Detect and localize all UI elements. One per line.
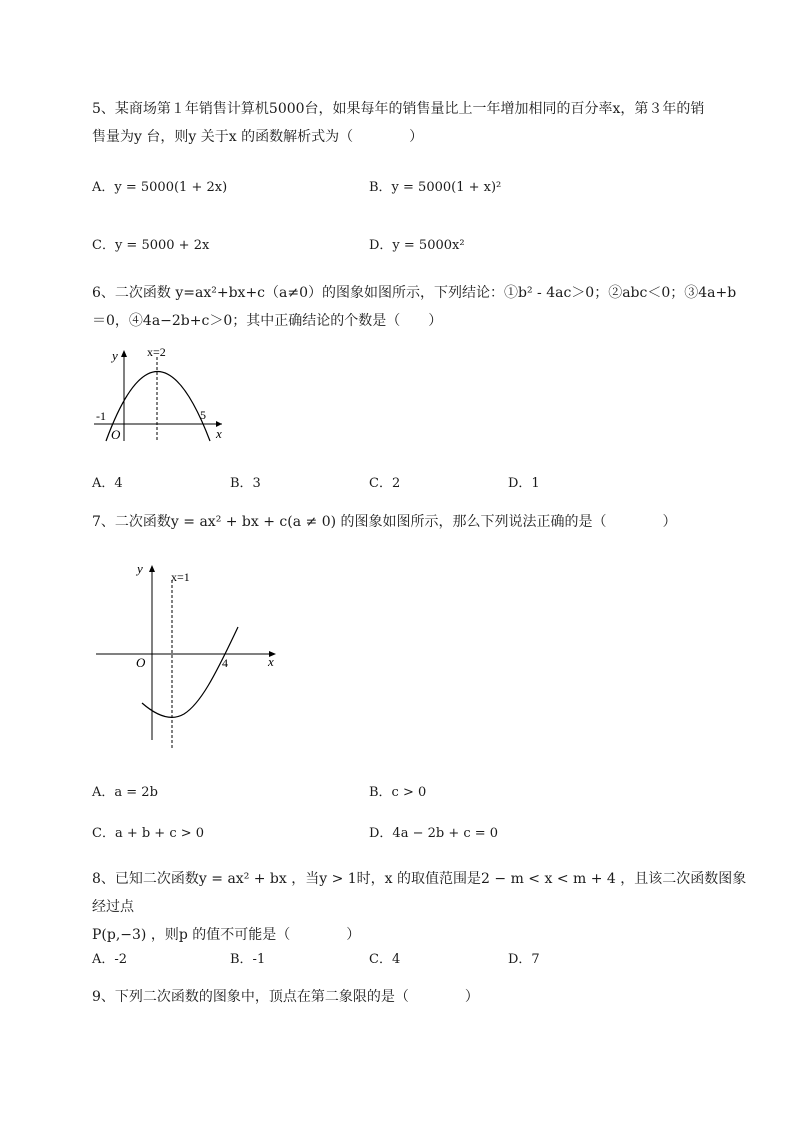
q5-option-d: D．y = 5000x² (369, 238, 465, 253)
q7-option-c: C．a + b + c > 0 (92, 826, 205, 841)
q6-right-root-label: 5 (200, 408, 206, 422)
q6-option-d: D．1 (508, 476, 540, 491)
q7-option-a: A．a = 2b (92, 785, 158, 800)
question-7-line-1: 7、二次函数y = ax² + bx + c(a ≠ 0) 的图象如图所示，那么下列说法正确的是（ ） (92, 514, 677, 530)
q6-option-b: B．3 (230, 476, 261, 491)
question-9 (92, 983, 752, 1011)
q6-y-axis-arrow-icon (121, 350, 127, 357)
q6-left-root-label: -1 (96, 409, 106, 423)
question-7 (92, 508, 752, 536)
q7-parabola-graph (92, 558, 282, 753)
q6-parabola-graph (90, 342, 235, 447)
q7-y-label: y (137, 561, 143, 576)
q6-x-label: x (216, 426, 222, 441)
q8-option-b: B．-1 (230, 952, 266, 967)
q7-option-b: B．c > 0 (369, 785, 427, 800)
question-5-line-2: 售量为y 台，则y 关于x 的函数解析式为（ ） (92, 129, 424, 145)
q7-y-axis-arrow-icon (149, 565, 155, 572)
q6-y-label: y (112, 348, 118, 363)
q8-option-a: A．-2 (92, 952, 128, 967)
question-8-line-2: P(p,−3) ，则p 的值不可能是（ ） (92, 927, 361, 943)
question-5-line-1: 5、某商场第１年销售计算机5000台，如果每年的销售量比上一年增加相同的百分率x，第３年的销 (92, 101, 705, 117)
q6-option-c: C．2 (369, 476, 401, 491)
q7-option-d: D．4a − 2b + c = 0 (369, 826, 499, 841)
question-8-line-1: 8、已知二次函数y = ax² + bx ，当y > 1时，x 的取值范围是2 − m < x < m + 4 ，且该二次函数图象经过点 (92, 871, 747, 915)
q7-origin-label: O (136, 655, 146, 670)
question-6 (92, 279, 752, 335)
question-5 (92, 95, 752, 151)
q6-origin-label: O (111, 427, 121, 442)
q8-option-c: C．4 (369, 952, 401, 967)
q5-option-c: C．y = 5000 + 2x (92, 238, 210, 253)
question-6-line-1: 6、二次函数 y=ax²+bx+c（a≠0）的图象如图所示，下列结论：①b² - 4ac＞0；②abc＜0；③4a+b (92, 285, 737, 301)
q7-axis-label: x=1 (171, 570, 190, 584)
q8-option-d: D．7 (508, 952, 540, 967)
question-8 (92, 865, 752, 949)
q5-option-b: B．y = 5000(1 + x)² (369, 180, 502, 195)
q6-parabola-curve (106, 372, 210, 442)
q5-option-a: A．y = 5000(1 + 2x) (92, 180, 228, 195)
question-6-line-2: ＝0，④4a−2b+c＞0；其中正确结论的个数是（ ） (92, 313, 443, 329)
q6-axis-label: x=2 (147, 345, 166, 359)
q7-parabola-curve (142, 627, 238, 717)
q7-x-label: x (268, 654, 274, 669)
q7-root-label: 4 (222, 656, 228, 670)
question-9-line-1: 9、下列二次函数的图象中，顶点在第二象限的是（ ） (92, 989, 479, 1005)
q6-option-a: A．4 (92, 476, 123, 491)
